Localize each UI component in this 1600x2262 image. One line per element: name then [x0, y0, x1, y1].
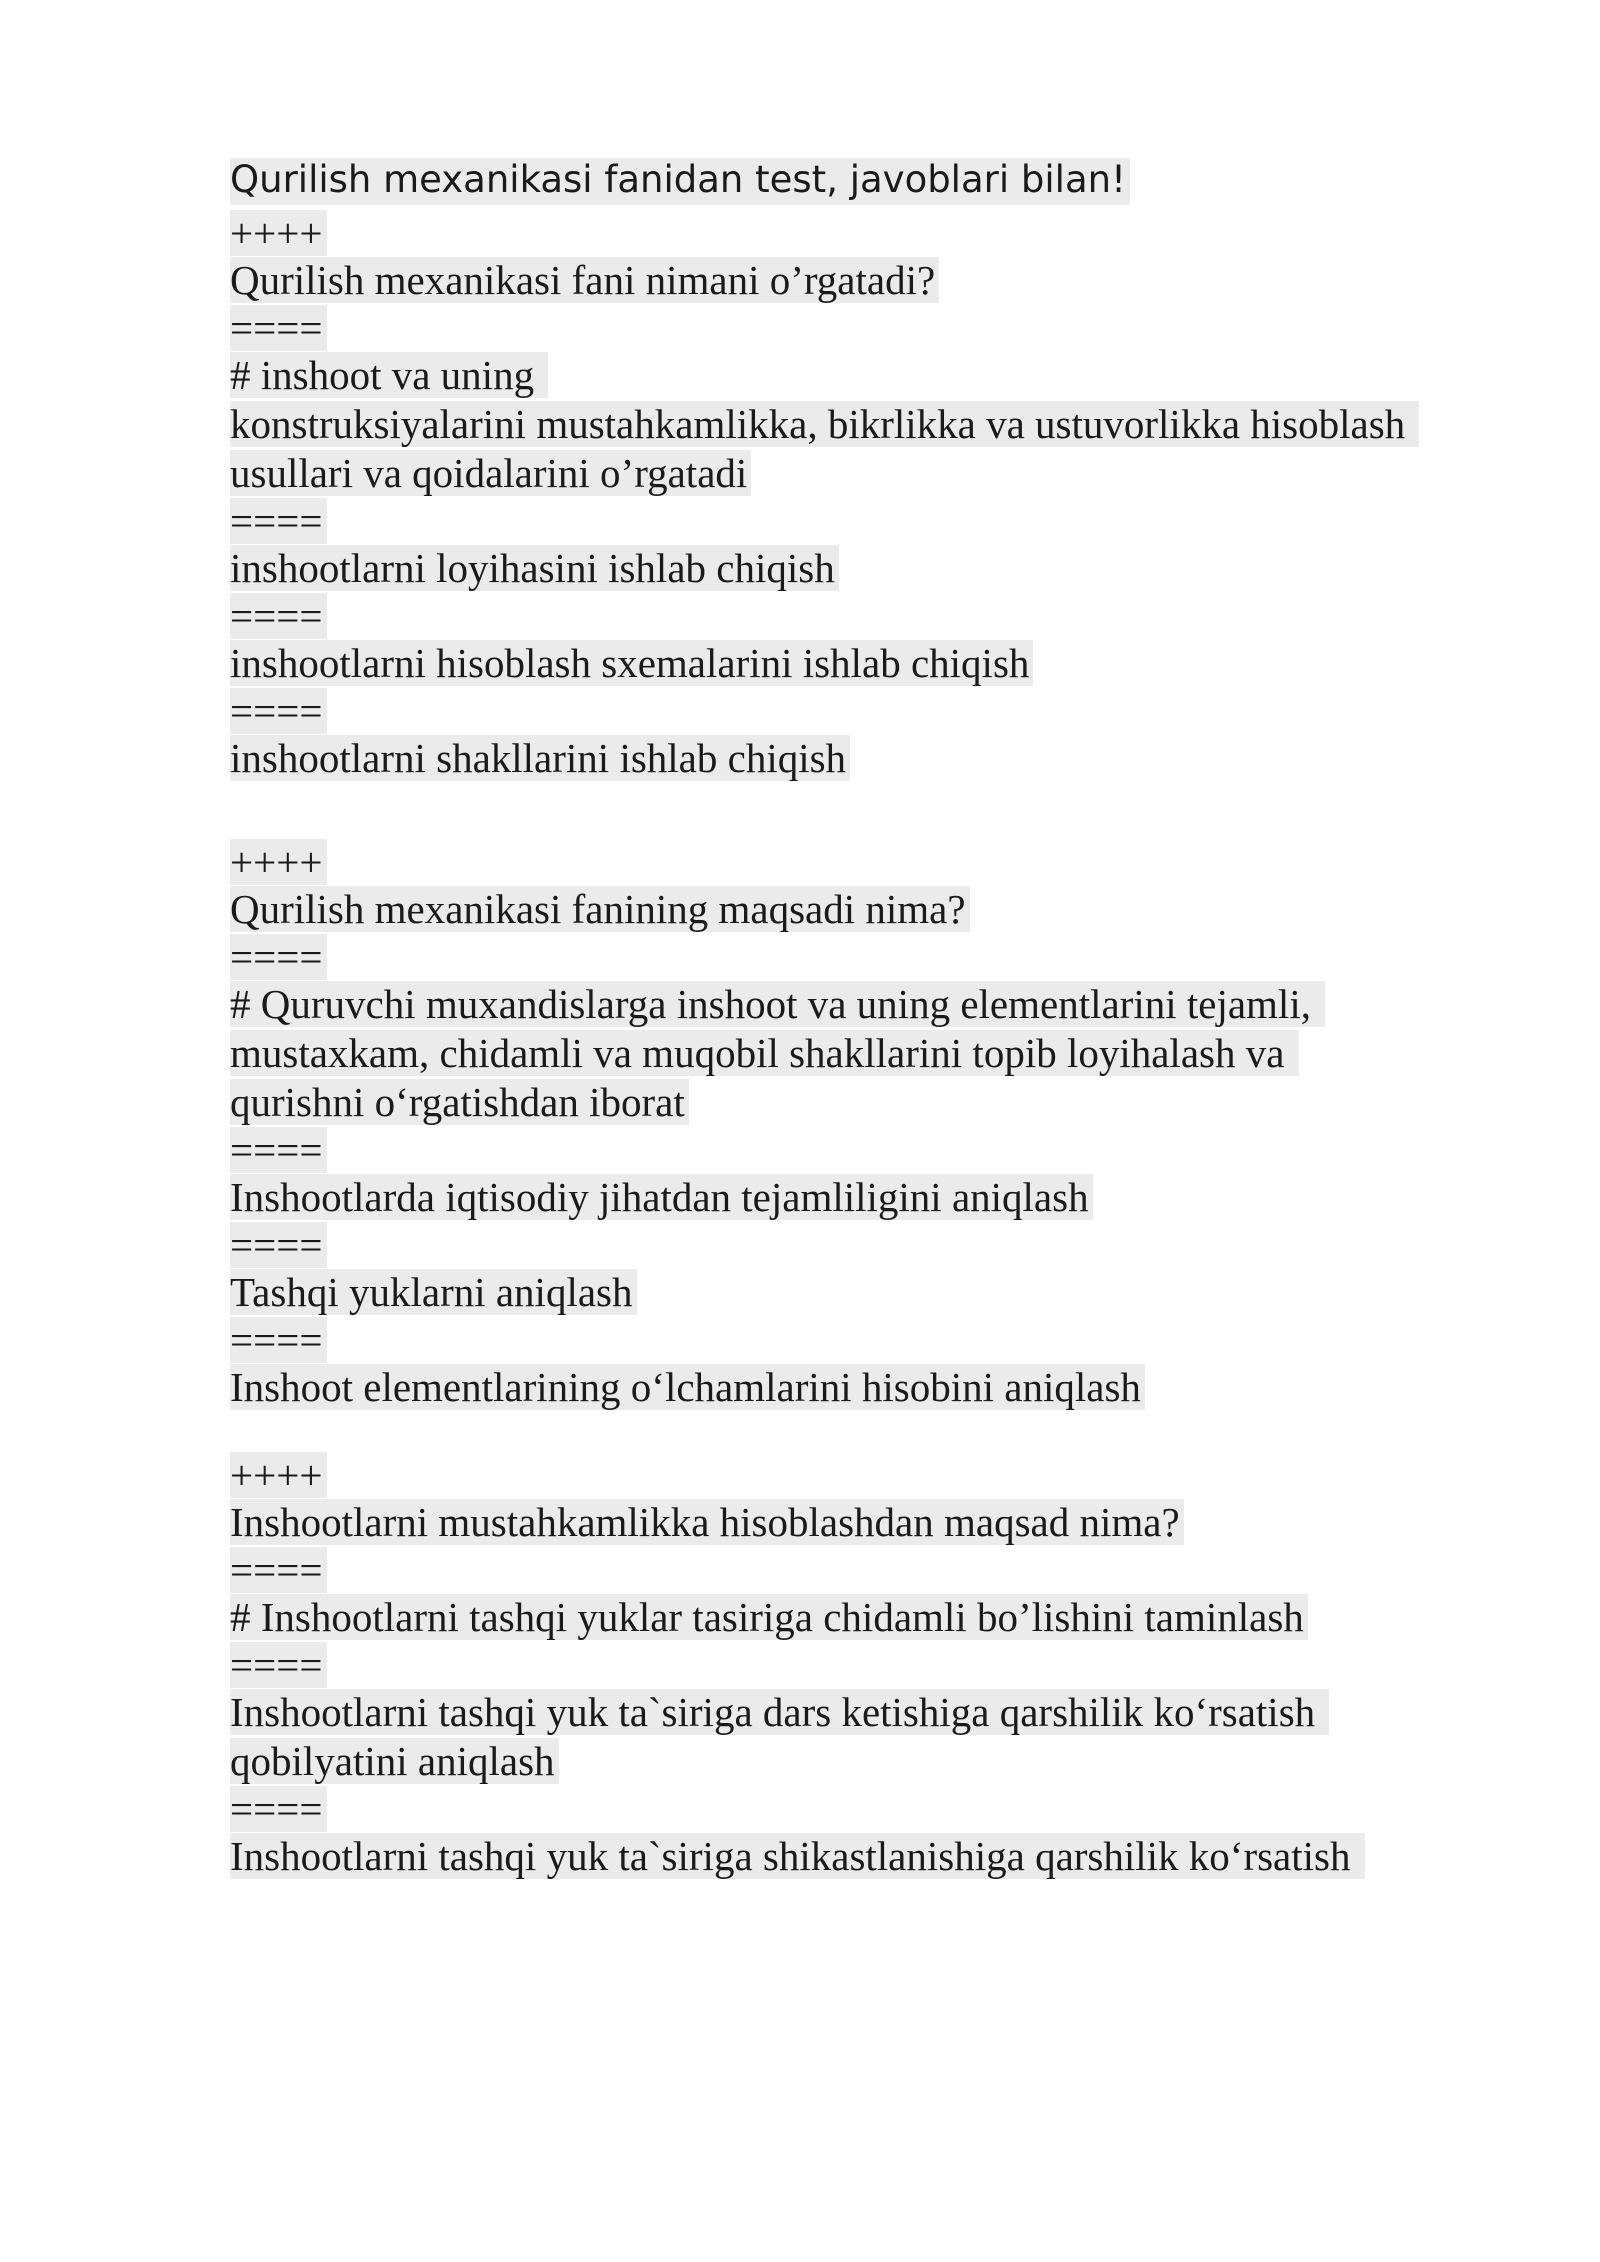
answer-separator: ====: [230, 1547, 1530, 1593]
question-marker: ++++: [230, 210, 1530, 256]
correct-answer-line: # Inshootlarni tashqi yuklar tasiriga chidamli bo’lishini taminlash: [230, 1593, 1530, 1642]
question-text: Inshootlarni mustahkamlikka hisoblashdan maqsad nima?: [230, 1498, 1530, 1547]
correct-answer-line: qurishni o‘rgatishdan iborat: [230, 1078, 1530, 1127]
answer-separator: ====: [230, 934, 1530, 980]
question-marker: ++++: [230, 839, 1530, 885]
answer-separator: ====: [230, 688, 1530, 734]
question-spacer: [230, 1412, 1530, 1452]
answer-option: inshootlarni hisoblash sxemalarini ishlab chiqish: [230, 639, 1530, 688]
answer-separator: ====: [230, 1222, 1530, 1268]
question-spacer: [230, 783, 1530, 839]
answer-separator: ====: [230, 498, 1530, 544]
answer-separator: ====: [230, 305, 1530, 351]
answer-option: qobilyatini aniqlash: [230, 1737, 1530, 1786]
answer-option: Inshootlarni tashqi yuk ta`siriga dars ketishiga qarshilik ko‘rsatish: [230, 1688, 1530, 1737]
question-text: Qurilish mexanikasi fani nimani o’rgatadi?: [230, 256, 1530, 305]
answer-separator: ====: [230, 1786, 1530, 1832]
correct-answer-line: usullari va qoidalarini o’rgatadi: [230, 449, 1530, 498]
answer-option: inshootlarni loyihasini ishlab chiqish: [230, 544, 1530, 593]
correct-answer-line: konstruksiyalarini mustahkamlikka, bikrlikka va ustuvorlikka hisoblash: [230, 400, 1530, 449]
answer-separator: ====: [230, 593, 1530, 639]
answer-option: Tashqi yuklarni aniqlash: [230, 1268, 1530, 1317]
answer-option: inshootlarni shakllarini ishlab chiqish: [230, 734, 1530, 783]
answer-separator: ====: [230, 1127, 1530, 1173]
document-page: [230, 150, 1530, 1881]
answer-separator: ====: [230, 1317, 1530, 1363]
answer-separator: ====: [230, 1642, 1530, 1688]
question-text: Qurilish mexanikasi fanining maqsadi nima?: [230, 885, 1530, 934]
correct-answer-line: # inshoot va uning: [230, 351, 1530, 400]
answer-option: Inshoot elementlarining o‘lchamlarini hisobini aniqlash: [230, 1363, 1530, 1412]
correct-answer-line: # Quruvchi muxandislarga inshoot va uning elementlarini tejamli,: [230, 980, 1530, 1029]
document-title: Qurilish mexanikasi fanidan test, javoblari bilan!: [230, 150, 1530, 210]
answer-option: Inshootlarni tashqi yuk ta`siriga shikastlanishiga qarshilik ko‘rsatish: [230, 1832, 1530, 1881]
answer-option: Inshootlarda iqtisodiy jihatdan tejamliligini aniqlash: [230, 1173, 1530, 1222]
correct-answer-line: mustaxkam, chidamli va muqobil shakllarini topib loyihalash va: [230, 1029, 1530, 1078]
question-marker: ++++: [230, 1452, 1530, 1498]
